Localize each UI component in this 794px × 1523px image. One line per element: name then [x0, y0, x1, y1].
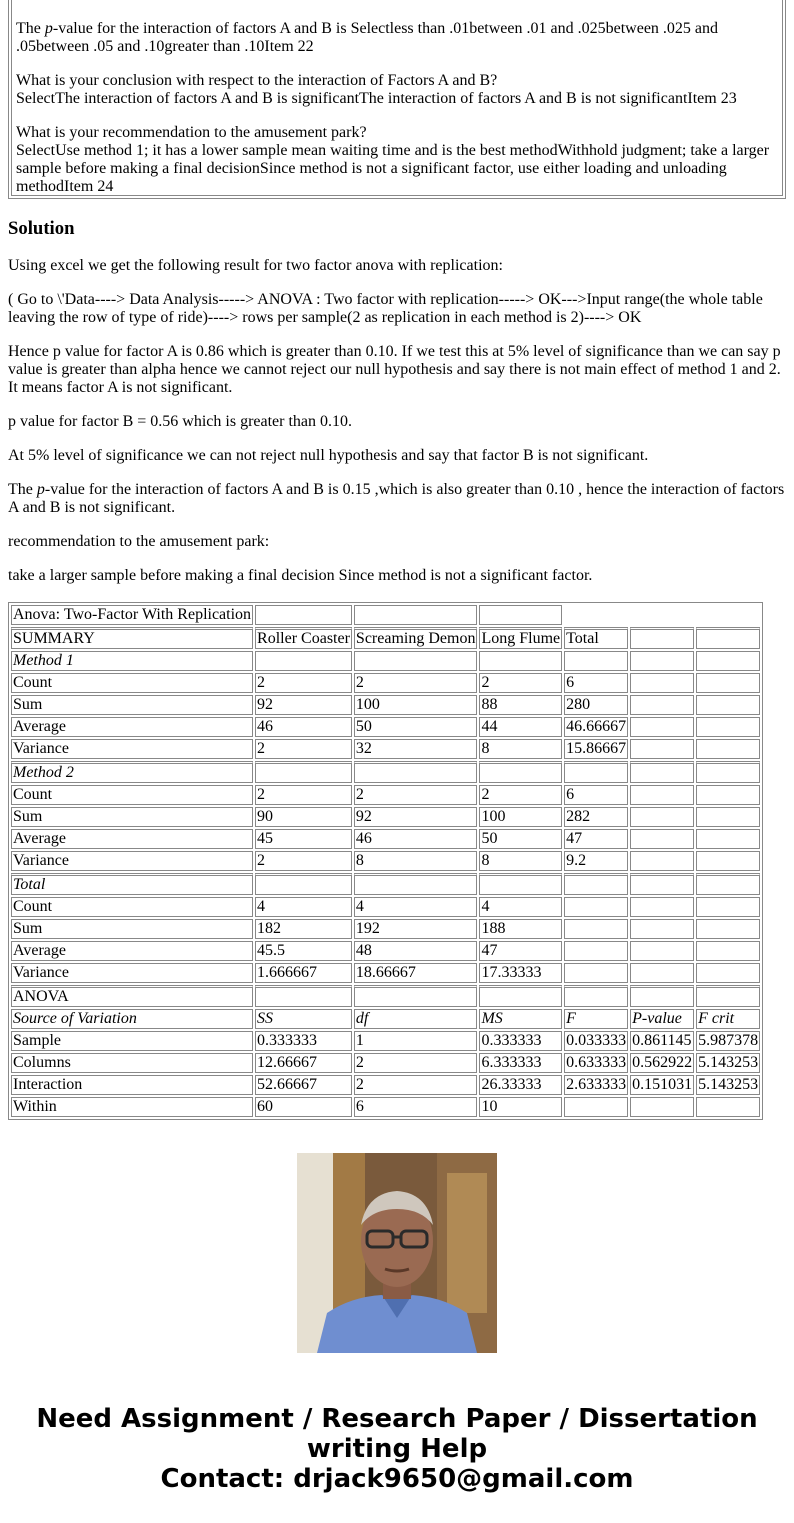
row-label-cell: Variance — [11, 963, 253, 983]
table-cell: 2 — [354, 1075, 478, 1095]
table-cell: 26.33333 — [479, 1075, 562, 1095]
table-cell — [630, 717, 694, 737]
row-label-cell: Interaction — [11, 1075, 253, 1095]
question-box — [8, 0, 786, 199]
table-row — [11, 897, 760, 917]
table-cell — [630, 919, 694, 939]
table-cell — [696, 807, 760, 827]
solution-paragraph-8: take a larger sample before making a final decision Since method is not a significant factor. — [8, 567, 593, 584]
row-label-cell: Columns — [11, 1053, 253, 1073]
table-cell — [564, 963, 628, 983]
table-cell — [696, 651, 760, 671]
table-cell — [479, 651, 562, 671]
table-cell — [630, 897, 694, 917]
solution-paragraph-7: recommendation to the amusement park: — [8, 533, 270, 550]
table-row — [11, 807, 760, 827]
table-cell: 100 — [354, 695, 478, 715]
row-label-cell: Source of Variation — [11, 1009, 253, 1029]
table-row — [11, 829, 760, 849]
table-cell: 0.033333 — [566, 1032, 627, 1049]
table-cell — [630, 807, 694, 827]
table-cell: 90 — [255, 807, 352, 827]
table-cell: 47 — [479, 941, 562, 961]
solution-paragraph-5: At 5% level of significance we can not reject null hypothesis and say that factor B is not significant. — [8, 447, 649, 464]
table-cell: 282 — [564, 807, 628, 827]
table-cell — [696, 785, 760, 805]
table-cell: 0.333333 — [479, 1031, 562, 1051]
banner-line-1: Need Assignment / Research Paper / Dissertation — [36, 1404, 758, 1434]
summary-header-row — [11, 627, 760, 649]
table-cell: 192 — [354, 919, 478, 939]
table-cell — [354, 605, 478, 625]
p-italic: p — [44, 20, 53, 37]
table-cell: 8 — [479, 739, 562, 759]
solution-paragraph-2: ( Go to \'Data----> Data Analysis-----> ANOVA : Two factor with replication-----> OK--->Input range(the whole table leaving the row of type of ride)----> rows per sample(2 as replication in each method is 2)----> OK — [8, 291, 763, 326]
table-cell: 2 — [255, 851, 352, 871]
table-cell: 5.143253 — [698, 1054, 759, 1071]
table-cell: 6 — [354, 1097, 478, 1117]
row-label-cell: Sum — [11, 695, 253, 715]
table-row — [11, 919, 760, 939]
text-prefix: The — [8, 481, 37, 498]
table-row — [11, 1097, 760, 1117]
table-row — [11, 695, 760, 715]
solution-paragraph-3: Hence p value for factor A is 0.86 which is greater than 0.10. If we test this at 5% level of significance than we can say p value is greater than alpha hence we cannot reject our null hypothesis and say there is not main effect of method 1 and 2. It means factor A is not significant. — [8, 343, 781, 396]
group-label-row — [11, 761, 760, 783]
table-cell — [696, 985, 760, 1007]
table-cell: Total — [564, 627, 628, 649]
contact-banner — [0, 1404, 794, 1494]
table-cell: 2.633333 — [566, 1076, 627, 1093]
table-cell: 2 — [354, 1053, 478, 1073]
table-cell: 50 — [354, 717, 478, 737]
table-row — [11, 963, 760, 983]
table-cell: 5.143253 — [698, 1076, 759, 1093]
table-row — [11, 739, 760, 759]
table-cell — [255, 873, 352, 895]
anova-table-container[interactable] — [8, 602, 759, 1122]
table-cell — [630, 785, 694, 805]
table-cell — [255, 651, 352, 671]
banner-line-3: Contact: drjack9650@gmail.com — [160, 1464, 634, 1494]
table-cell: 2 — [354, 785, 478, 805]
table-row — [11, 785, 760, 805]
table-row — [11, 1075, 760, 1095]
table-cell: 48 — [354, 941, 478, 961]
table-cell: 8 — [354, 851, 478, 871]
interaction-conclusion: -value for the interaction of factors A and B is 0.15 ,which is also greater than 0.10 , hence the interaction of factors A and B is not significant. — [8, 481, 785, 516]
table-cell: 0.151031 — [632, 1076, 693, 1093]
anova-label-row — [11, 985, 760, 1007]
table-cell — [630, 851, 694, 871]
row-label-cell: SUMMARY — [11, 627, 253, 649]
table-cell — [564, 873, 628, 895]
row-label-cell: Sum — [11, 807, 253, 827]
table-cell — [630, 627, 694, 649]
table-cell — [564, 897, 628, 917]
table-cell — [630, 873, 694, 895]
table-cell: 32 — [354, 739, 478, 759]
solution-section — [8, 219, 786, 601]
row-label-cell: Average — [11, 941, 253, 961]
table-cell: 2 — [479, 785, 562, 805]
table-cell — [630, 673, 694, 693]
table-cell: 2 — [255, 673, 352, 693]
solution-paragraph-4: p value for factor B = 0.56 which is greater than 0.10. — [8, 413, 353, 430]
table-cell: 5.987378 — [698, 1032, 759, 1049]
question-content — [11, 0, 783, 196]
table-cell — [479, 985, 562, 1007]
table-cell — [696, 919, 760, 939]
table-cell: 46 — [354, 829, 478, 849]
table-cell: 9.2 — [564, 851, 628, 871]
table-cell: 0.633333 — [566, 1054, 627, 1071]
table-cell: 6 — [564, 785, 628, 805]
table-cell: 17.33333 — [479, 963, 562, 983]
table-cell: 0.333333 — [255, 1031, 352, 1051]
table-cell — [630, 739, 694, 759]
table-cell: 44 — [479, 717, 562, 737]
row-label-cell: Count — [11, 673, 253, 693]
table-cell — [696, 941, 760, 961]
table-cell — [696, 829, 760, 849]
table-cell: 60 — [255, 1097, 352, 1117]
solution-paragraph-6 — [8, 481, 786, 517]
row-label-cell: Within — [11, 1097, 253, 1117]
table-cell: 15.86667 — [566, 740, 627, 757]
row-label-cell: Sample — [11, 1031, 253, 1051]
table-cell — [696, 963, 760, 983]
table-cell: 2 — [479, 673, 562, 693]
table-cell: F — [564, 1009, 628, 1029]
table-cell: 6.333333 — [479, 1053, 562, 1073]
table-cell: 182 — [255, 919, 352, 939]
solution-heading: Solution — [8, 218, 75, 239]
anova-header-row — [11, 1009, 760, 1029]
table-cell — [255, 761, 352, 783]
table-cell: MS — [479, 1009, 562, 1029]
table-cell — [630, 651, 694, 671]
table-cell — [696, 873, 760, 895]
table-row — [11, 1053, 760, 1073]
row-label-cell: Method 1 — [11, 651, 253, 671]
table-cell: 100 — [479, 807, 562, 827]
row-label-cell: Variance — [11, 851, 253, 871]
table-cell: 188 — [479, 919, 562, 939]
table-cell — [630, 941, 694, 961]
row-label-cell: Count — [11, 785, 253, 805]
table-cell — [564, 1097, 628, 1117]
table-cell: 8 — [479, 851, 562, 871]
table-cell — [696, 695, 760, 715]
table-title-row — [11, 605, 760, 625]
table-cell — [255, 605, 352, 625]
table-cell — [630, 1097, 694, 1117]
table-cell — [564, 761, 628, 783]
table-cell — [564, 985, 628, 1007]
table-cell — [696, 851, 760, 871]
table-cell: 1.666667 — [255, 963, 352, 983]
table-cell: 2 — [354, 673, 478, 693]
group-label-row — [11, 873, 760, 895]
p-value-question — [16, 20, 778, 56]
table-row — [11, 941, 760, 961]
table-cell: Long Flume — [479, 627, 562, 649]
table-cell — [696, 761, 760, 783]
table-cell: 1 — [354, 1031, 478, 1051]
table-row — [11, 673, 760, 693]
table-cell: 0.861145 — [630, 1031, 694, 1051]
table-cell: 45.5 — [255, 941, 352, 961]
table-cell: P-value — [630, 1009, 694, 1029]
table-cell: 46 — [255, 717, 352, 737]
row-label-cell: ANOVA — [11, 985, 253, 1007]
table-cell: 4 — [255, 897, 352, 917]
author-photo — [297, 1153, 497, 1353]
table-cell: 6 — [564, 673, 628, 693]
row-label-cell: Average — [11, 829, 253, 849]
table-row — [11, 1031, 760, 1051]
recommendation-question: What is your recommendation to the amusement park? — [16, 124, 367, 141]
table-row — [11, 717, 760, 737]
table-cell — [479, 873, 562, 895]
table-cell: 92 — [354, 807, 478, 827]
row-label-cell: Sum — [11, 919, 253, 939]
table-cell — [564, 941, 628, 961]
table-cell — [696, 739, 760, 759]
table-cell: 2 — [255, 739, 352, 759]
table-cell — [696, 673, 760, 693]
table-cell — [696, 897, 760, 917]
table-row — [11, 851, 760, 871]
table-cell — [564, 651, 628, 671]
table-cell: SS — [255, 1009, 352, 1029]
table-cell — [630, 985, 694, 1007]
table-cell — [354, 651, 478, 671]
solution-paragraph-1: Using excel we get the following result for two factor anova with replication: — [8, 257, 503, 274]
table-cell: 18.66667 — [354, 963, 478, 983]
recommendation-block — [16, 124, 778, 196]
table-cell: 12.66667 — [255, 1053, 352, 1073]
row-label-cell: Total — [11, 873, 253, 895]
table-cell — [696, 627, 760, 649]
table-title: Anova: Two-Factor With Replication — [13, 606, 252, 623]
table-cell: 50 — [479, 829, 562, 849]
table-cell — [354, 761, 478, 783]
table-cell: 47 — [564, 829, 628, 849]
table-cell — [255, 985, 352, 1007]
table-cell: 2 — [255, 785, 352, 805]
table-cell: 0.562922 — [632, 1054, 693, 1071]
table-cell: 46.66667 — [566, 718, 627, 735]
p-value-options: -value for the interaction of factors A and B is Selectless than .01between .01 and .025between .025 and .05between .05 and .10greater than .10Item 22 — [16, 20, 719, 55]
table-cell — [354, 985, 478, 1007]
table-cell — [630, 761, 694, 783]
row-label-cell: Variance — [11, 739, 253, 759]
group-label-row — [11, 651, 760, 671]
table-cell: 92 — [255, 695, 352, 715]
table-cell: df — [354, 1009, 478, 1029]
table-cell: 10 — [479, 1097, 562, 1117]
table-cell: F crit — [696, 1009, 760, 1029]
table-cell: 280 — [564, 695, 628, 715]
author-avatar — [297, 1153, 497, 1353]
table-cell: 4 — [354, 897, 478, 917]
table-cell — [479, 761, 562, 783]
table-cell — [354, 873, 478, 895]
table-cell: Roller Coaster — [255, 627, 352, 649]
table-cell: 4 — [479, 897, 562, 917]
table-cell — [630, 963, 694, 983]
recommendation-options: SelectUse method 1; it has a lower sample mean waiting time and is the best methodWithhold judgment; take a larger sample before making a final decisionSince method is not a significant factor, use either loading and unloading methodItem 24 — [16, 142, 770, 195]
table-cell: Screaming Demon — [354, 627, 478, 649]
text-prefix: The — [16, 20, 45, 37]
p-italic: p — [36, 481, 45, 498]
table-cell: 52.66667 — [255, 1075, 352, 1095]
table-cell — [630, 829, 694, 849]
table-cell — [564, 919, 628, 939]
table-cell — [479, 605, 562, 625]
row-label-cell: Method 2 — [11, 761, 253, 783]
conclusion-question: What is your conclusion with respect to the interaction of Factors A and B? — [16, 72, 498, 89]
banner-line-2: writing Help — [306, 1434, 488, 1464]
table-cell: 45 — [255, 829, 352, 849]
table-cell — [696, 717, 760, 737]
row-label-cell: Count — [11, 897, 253, 917]
row-label-cell: Average — [11, 717, 253, 737]
anova-table — [8, 602, 763, 1120]
table-cell: 88 — [479, 695, 562, 715]
table-cell — [696, 1097, 760, 1117]
conclusion-block — [16, 72, 778, 108]
conclusion-options: SelectThe interaction of factors A and B is significantThe interaction of factors A and B is not significantItem 23 — [16, 90, 737, 107]
table-cell — [630, 695, 694, 715]
